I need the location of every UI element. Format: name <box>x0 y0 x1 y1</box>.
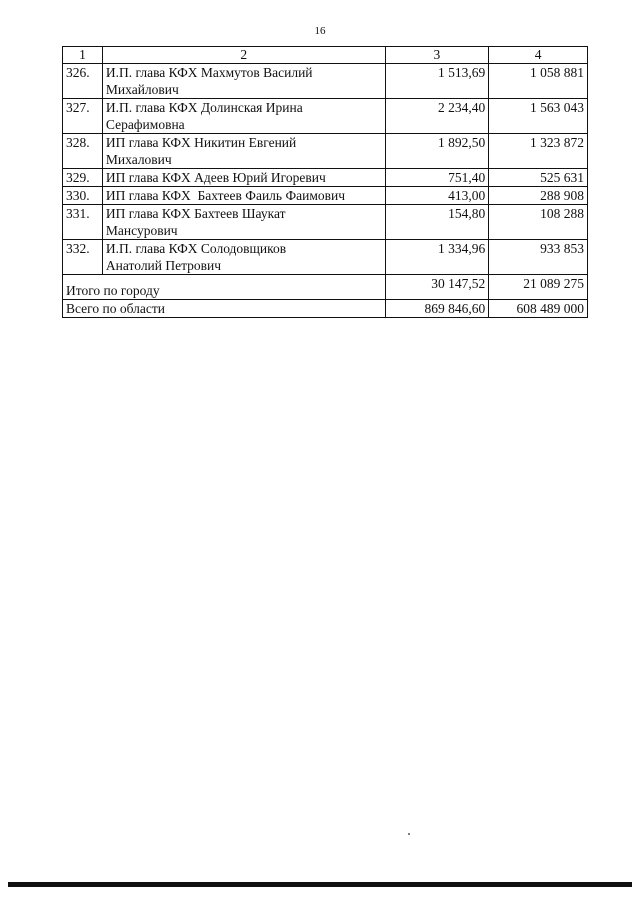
bottom-rule <box>8 882 632 887</box>
table-row <box>63 99 588 134</box>
row-name-line2: Серафимовна <box>105 117 185 132</box>
total-region-col4: 608 489 000 <box>489 300 588 318</box>
row-name-line2: Михалович <box>105 152 172 167</box>
row-col4: 1 323 872 <box>489 134 588 169</box>
table-header-row <box>63 47 588 64</box>
total-city-col3: 30 147,52 <box>385 275 489 300</box>
row-name-line1: И.П. глава КФХ Солодовщиков <box>105 241 287 256</box>
row-col3: 1 892,50 <box>385 134 489 169</box>
total-city-row <box>63 275 588 300</box>
table-row <box>63 64 588 99</box>
row-col3: 2 234,40 <box>385 99 489 134</box>
row-name-line1: И.П. глава КФХ Махмутов Василий <box>105 65 313 80</box>
row-col4: 288 908 <box>489 187 588 205</box>
row-index: 331. <box>63 205 103 240</box>
row-col3: 751,40 <box>385 169 489 187</box>
scan-speck <box>408 833 410 835</box>
total-region-row <box>63 300 588 318</box>
row-col4: 108 288 <box>489 205 588 240</box>
row-name-line2: Мансурович <box>105 223 178 238</box>
page-number: 16 <box>314 25 326 37</box>
row-name <box>102 169 385 187</box>
row-col3: 1 334,96 <box>385 240 489 275</box>
header-cell-4: 4 <box>489 47 588 64</box>
total-region-label: Всего по области <box>63 300 386 318</box>
table-row <box>63 169 588 187</box>
row-name <box>102 99 385 134</box>
data-table <box>62 46 588 318</box>
row-col4: 933 853 <box>489 240 588 275</box>
row-name-line1: ИП глава КФХ Бахтеев Шаукат <box>105 206 286 221</box>
header-cell-2: 2 <box>102 47 385 64</box>
table-row <box>63 134 588 169</box>
row-col3: 1 513,69 <box>385 64 489 99</box>
row-name-line1: ИП глава КФХ Бахтеев Фаиль Фаимович <box>105 188 346 203</box>
row-name <box>102 205 385 240</box>
row-name <box>102 240 385 275</box>
total-city-col4: 21 089 275 <box>489 275 588 300</box>
row-col4: 1 563 043 <box>489 99 588 134</box>
row-col3: 413,00 <box>385 187 489 205</box>
row-col4: 525 631 <box>489 169 588 187</box>
row-name <box>102 134 385 169</box>
row-name-line1: ИП глава КФХ Никитин Евгений <box>105 135 297 150</box>
row-index: 326. <box>63 64 103 99</box>
row-col3: 154,80 <box>385 205 489 240</box>
table-row <box>63 205 588 240</box>
total-city-label: Итого по городу <box>63 275 386 300</box>
total-region-col3: 869 846,60 <box>385 300 489 318</box>
row-name <box>102 187 385 205</box>
row-index: 329. <box>63 169 103 187</box>
header-cell-3: 3 <box>385 47 489 64</box>
row-name-line1: И.П. глава КФХ Долинская Ирина <box>105 100 303 115</box>
header-cell-1: 1 <box>63 47 103 64</box>
row-col4: 1 058 881 <box>489 64 588 99</box>
table-row <box>63 240 588 275</box>
row-index: 330. <box>63 187 103 205</box>
row-name-line1: ИП глава КФХ Адеев Юрий Игоревич <box>105 170 326 185</box>
row-index: 328. <box>63 134 103 169</box>
row-name-line2: Михайлович <box>105 82 179 97</box>
row-index: 327. <box>63 99 103 134</box>
table-row <box>63 187 588 205</box>
row-index: 332. <box>63 240 103 275</box>
row-name-line2: Анатолий Петрович <box>105 258 222 273</box>
row-name <box>102 64 385 99</box>
